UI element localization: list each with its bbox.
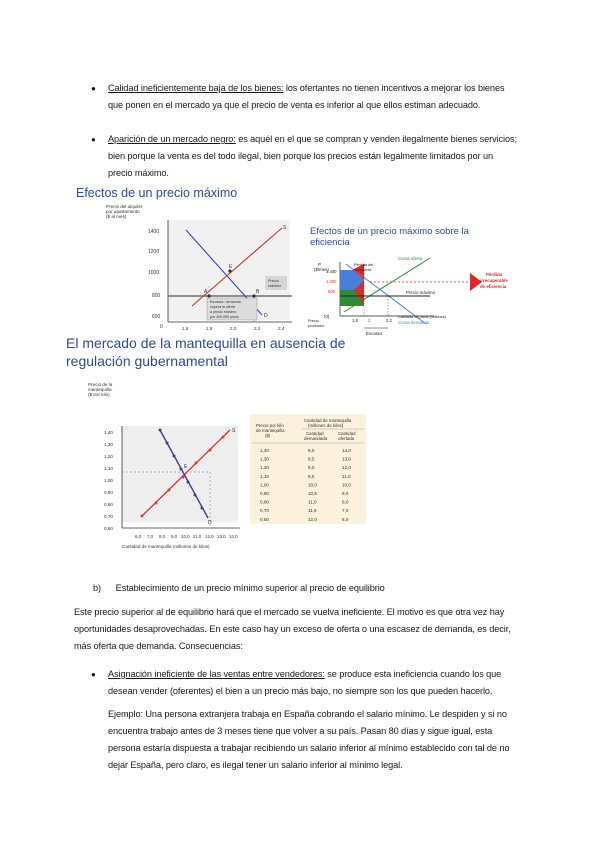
table-cell: 0,80 bbox=[260, 499, 269, 505]
fig3-ytick: 0,60 bbox=[104, 526, 113, 531]
fig2-ceiling-label: Precio máximo bbox=[406, 290, 436, 295]
fig3-plot-bg bbox=[122, 426, 238, 522]
fig1-label-a: A bbox=[204, 289, 208, 295]
table-cell: 1,00 bbox=[260, 482, 269, 488]
fig3-supply-point bbox=[155, 502, 158, 505]
fig3-ytick: 1,10 bbox=[104, 466, 113, 471]
fig1-ylabel-2: por apartamento bbox=[106, 209, 140, 214]
fig3-demand-point bbox=[194, 494, 197, 497]
table-header-supply: ofertada bbox=[338, 436, 355, 441]
fig3-supply-point bbox=[222, 436, 225, 439]
fig1-note: por 400.000 pisos bbox=[210, 315, 239, 319]
fig1-xtick: 1,8 bbox=[206, 326, 213, 331]
fig1-xtick: 1,6 bbox=[182, 326, 189, 331]
table-header-price: de mantequilla bbox=[256, 428, 285, 433]
fig1-ceiling-label-1: Precio bbox=[268, 279, 279, 283]
bullet-calidad: Calidad ineficientemente baja de los bienes: los ofertantes no tienen incentivos a mejorar los bienes que ponen en el mercado ya que el precio de venta es inferior al que ellos estiman adecuado. bbox=[108, 83, 505, 110]
table-cell: 0,60 bbox=[260, 516, 269, 522]
fig1-note: supera la oferta bbox=[210, 305, 235, 309]
fig1-ytick: 800 bbox=[152, 293, 161, 299]
fig3-supply-point bbox=[209, 449, 212, 452]
section-b-heading: b) Establecimiento de un precio mínimo superior al precio de equilibrio bbox=[93, 583, 385, 593]
fig2-shortage-label: Escasez bbox=[366, 331, 383, 336]
fig2-ytick: 1.000 bbox=[326, 279, 337, 284]
table-cell: 0,90 bbox=[260, 491, 269, 496]
table-cell: 10,0 bbox=[342, 482, 351, 488]
bullet-dot: ● bbox=[91, 670, 96, 679]
fig3-ytick: 0,80 bbox=[104, 502, 113, 507]
fig2-loss-label: Pérdida bbox=[486, 272, 503, 277]
table-cell: 1,10 bbox=[260, 473, 269, 479]
fig2-demand-label: Curva demanda bbox=[398, 320, 430, 325]
table-cell: 10,5 bbox=[308, 491, 317, 496]
table-header-price: Precio por kilo bbox=[256, 423, 284, 428]
fig3-demand-point bbox=[166, 442, 169, 445]
fig3-label-s: S bbox=[232, 428, 236, 434]
fig2-loss-label: irrecuperable bbox=[480, 278, 508, 283]
fig3-ylabel: ($ por kilo) bbox=[88, 392, 110, 397]
fig2-ytick: 1.400 bbox=[326, 269, 337, 274]
fig3-ytick: 1,30 bbox=[104, 442, 113, 447]
table-cell: 7,0 bbox=[342, 508, 349, 514]
fig1-label-s: S bbox=[283, 225, 287, 231]
table-cell: 12,0 bbox=[342, 465, 351, 471]
table-cell: 11,0 bbox=[308, 499, 317, 505]
fig3-ylabel: Precio de la bbox=[88, 382, 113, 387]
table-cell: 8,5 bbox=[308, 456, 315, 462]
fig3-ytick: 1,00 bbox=[104, 478, 113, 483]
fig3-ytick: 0,70 bbox=[104, 514, 113, 519]
figure-eficiencia bbox=[306, 224, 522, 340]
fig1-label-e: E bbox=[229, 264, 233, 270]
table-cell: 11,5 bbox=[308, 508, 317, 514]
fig1-label-d: D bbox=[264, 313, 268, 319]
table-cell: 1,40 bbox=[260, 448, 269, 453]
fig3-xlabel: Cantidad de mantequilla (millones de kilos) bbox=[122, 544, 210, 549]
table-header-demand: Cantidad bbox=[306, 431, 324, 436]
fig1-xtick: 2,0 bbox=[230, 326, 237, 331]
fig1-ytick: 1400 bbox=[148, 229, 160, 235]
fig3-supply-point bbox=[195, 462, 198, 465]
table-header-supply: Cantidad bbox=[338, 431, 356, 436]
table-cell: 9,5 bbox=[308, 473, 315, 479]
table-cell: 11,0 bbox=[342, 473, 351, 479]
table-cell: 6,0 bbox=[342, 516, 349, 522]
fig3-xtick: 9,0 bbox=[171, 534, 178, 539]
fig1-ytick: 600 bbox=[152, 314, 161, 320]
fig1-ytick: 0 bbox=[160, 324, 163, 330]
table-cell: 10,0 bbox=[308, 482, 317, 488]
fig2-ylabel: ($/mes) bbox=[314, 267, 329, 272]
fig3-xtick-group bbox=[135, 534, 238, 539]
bullet-mercado-negro: Aparición de un mercado negro: es aquél en el que se compran y venden ilegalmente bienes servicios; bien porque la venta es del todo ilegal, bien porque los precios están legalmente limitados por un precio máximo. bbox=[108, 134, 517, 178]
fig2-xlabel: Cantidad de pisos (millones) bbox=[398, 315, 446, 319]
intro-paragraph: Este precio superior al de equilibrio hará que el mercado se vuelva ineficiente. El motivo es que otra vez hay oportunidades desaprovechadas. En este caso hay un exceso de oferta o una escasez de demanda, es decir, más oferta que demanda. Consecuencias: bbox=[74, 607, 511, 651]
fig3-ytick-group bbox=[104, 430, 113, 531]
fig1-xtick: 2,4 bbox=[278, 326, 285, 331]
fig1-ylabel-3: ($ al mes) bbox=[106, 214, 127, 219]
fig3-title-2: regulación gubernamental bbox=[66, 353, 228, 369]
fig3-supply-point bbox=[141, 515, 144, 518]
bullet-dot: ● bbox=[91, 84, 96, 93]
bullet-dot: ● bbox=[91, 135, 96, 144]
fig2-producer-label: Precio bbox=[308, 319, 319, 323]
fig3-demand-point bbox=[159, 429, 162, 432]
table-header-demand: demandada bbox=[304, 436, 328, 441]
figure-mantequilla bbox=[62, 332, 378, 562]
example-paragraph: Ejemplo: Una persona extranjera trabaja en España cobrando el salario mínimo. Le despiden y si no encuentra trabajo antes de 3 meses tiene que volver a su país. Pasan 80 días y sigue igual, esta persona estaría dispuesta a trabajar recibiendo un salario inferior al mínimo establecido con tal de no dejar España, pero claro, es ilegal tener un salario inferior al mínimo legal. bbox=[108, 709, 510, 770]
fig2-zero: (0) bbox=[324, 314, 330, 319]
fig1-ceiling-label-2: máximo bbox=[268, 284, 282, 288]
fig1-label-b: B bbox=[256, 289, 260, 295]
figure-precio-maximo bbox=[72, 182, 302, 332]
fig1-note: Escasez: demanda bbox=[210, 300, 241, 304]
fig3-xtick: 12,0 bbox=[205, 534, 214, 539]
table-cell: 1,20 bbox=[260, 465, 269, 471]
fig3-xtick: 11,0 bbox=[193, 534, 202, 539]
table-header-group: (millones de kilos) bbox=[308, 423, 344, 428]
fig3-demand-point bbox=[187, 481, 190, 484]
table-cell: 9,0 bbox=[342, 491, 349, 496]
table-cell: 14,0 bbox=[342, 448, 351, 453]
fig2-supply-label: Curva oferta bbox=[398, 256, 423, 261]
fig2-loss-label: de eficiencia bbox=[480, 284, 507, 289]
fig2-title-2: eficiencia bbox=[310, 237, 350, 248]
fig3-xtick: 13,0 bbox=[217, 534, 226, 539]
fig1-ytick: 1000 bbox=[148, 270, 160, 276]
table-cell: 8,0 bbox=[342, 499, 349, 505]
fig3-label-d: D bbox=[208, 520, 212, 526]
table-cell: 1,30 bbox=[260, 456, 269, 462]
fig3-supply-point bbox=[182, 476, 185, 479]
fig3-demand-point bbox=[201, 507, 204, 510]
table-cell: 9,0 bbox=[308, 465, 315, 471]
fig2-ytick: 800 bbox=[328, 289, 335, 294]
fig3-xtick: 14,0 bbox=[229, 534, 238, 539]
table-cell: 0,70 bbox=[260, 508, 269, 514]
table-header-price: ($) bbox=[265, 433, 271, 438]
fig3-supply-point bbox=[168, 489, 171, 492]
fig2-producer-label: productor bbox=[308, 324, 325, 328]
fig1-ytick: 1200 bbox=[148, 249, 160, 255]
fig3-xtick: 8,0 bbox=[159, 534, 166, 539]
fig1-point-a bbox=[207, 294, 210, 297]
fig3-title-1: El mercado de la mantequilla en ausencia de bbox=[66, 335, 346, 351]
fig3-xtick: 6,0 bbox=[135, 534, 142, 539]
fig3-demand-point bbox=[173, 455, 176, 458]
fig2-ylabel: P bbox=[318, 262, 321, 267]
fig1-xtick: 2,2 bbox=[254, 326, 261, 331]
fig2-consumer-label: excedente bbox=[354, 268, 372, 272]
fig2-title-1: Efectos de un precio máximo sobre la bbox=[310, 226, 469, 237]
fig2-xtick: 2 bbox=[368, 318, 371, 323]
table-cell: 8,0 bbox=[308, 448, 315, 453]
fig3-label-e: E bbox=[184, 464, 188, 470]
table-cell: 12,0 bbox=[308, 516, 317, 522]
fig3-ytick: 1,20 bbox=[104, 454, 113, 459]
fig3-xtick: 10,0 bbox=[181, 534, 190, 539]
fig1-ylabel-1: Precio del alquiler bbox=[106, 204, 143, 209]
fig2-consumer-label: Pérdida del bbox=[354, 263, 374, 267]
bullet-asignacion: Asignación ineficiente de las ventas entre vendedores: se produce esta ineficiencia cuando los que desean vender (oferentes) el bien a un precio más bajo, no siempre son los que pueden hacerlo. bbox=[108, 669, 502, 696]
fig2-xtick: 2,2 bbox=[386, 318, 392, 323]
fig1-note: a precio máximo bbox=[210, 310, 237, 314]
fig3-ytick: 1,40 bbox=[104, 430, 113, 435]
fig3-demand-point bbox=[180, 468, 183, 471]
table-header-group: Cantidad de mantequilla bbox=[304, 418, 352, 423]
fig3-ytick: 0,90 bbox=[104, 490, 113, 495]
fig3-ylabel: mantequilla bbox=[88, 387, 112, 392]
table-cell: 13,0 bbox=[342, 456, 351, 462]
fig2-xtick: 1,8 bbox=[352, 318, 358, 323]
fig3-xtick: 7,0 bbox=[147, 534, 154, 539]
fig1-title: Efectos de un precio máximo bbox=[76, 186, 238, 200]
